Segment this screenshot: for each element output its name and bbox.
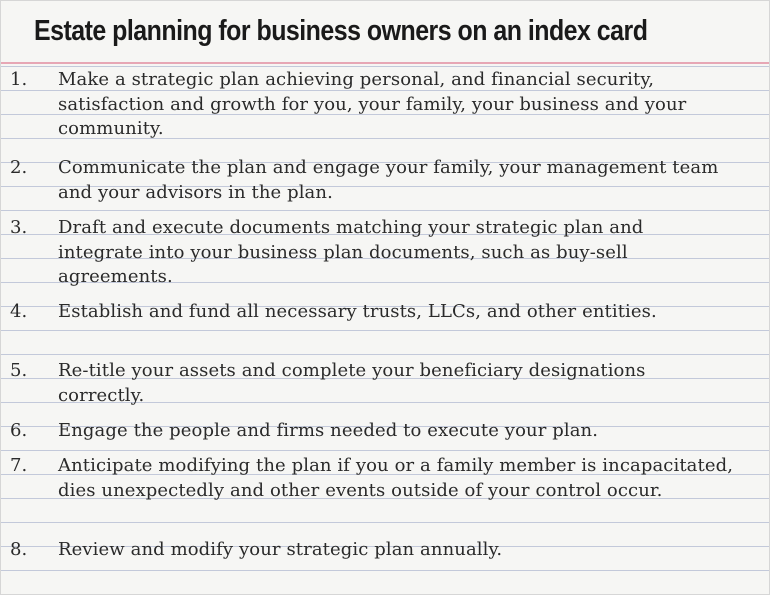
item-text: Engage the people and firms needed to execute your plan. xyxy=(58,420,599,441)
card-title: Estate planning for business owners on an index card xyxy=(34,15,648,47)
list-item xyxy=(10,359,734,408)
item-number: 2. xyxy=(10,157,28,178)
item-number: 8. xyxy=(10,539,28,560)
checklist xyxy=(1,1,770,595)
list-item xyxy=(10,68,734,142)
item-text: Establish and fund all necessary trusts, LLCs, and other entities. xyxy=(58,301,657,322)
item-number: 6. xyxy=(10,420,28,441)
list-item xyxy=(10,419,734,444)
item-number: 3. xyxy=(10,217,28,238)
item-text: Draft and execute documents matching your strategic plan and integrate into your business plan documents, such as buy-sell agreements. xyxy=(58,217,644,287)
item-number: 5. xyxy=(10,360,28,381)
list-item xyxy=(10,538,734,563)
item-text: Anticipate modifying the plan if you or a family member is incapacitated, dies unexpectedly and other events outside of your control occur. xyxy=(58,455,734,501)
item-text: Communicate the plan and engage your family, your management team and your advisors in the plan. xyxy=(58,157,719,203)
list-item xyxy=(10,300,734,325)
list-item xyxy=(10,454,734,503)
item-text: Make a strategic plan achieving personal, and financial security, satisfaction and growth for you, your family, your business and your community. xyxy=(58,69,687,139)
list-item xyxy=(10,216,734,290)
item-number: 1. xyxy=(10,69,28,90)
item-text: Review and modify your strategic plan annually. xyxy=(58,539,503,560)
item-text: Re-title your assets and complete your beneficiary designations correctly. xyxy=(58,360,646,406)
item-number: 4. xyxy=(10,301,28,322)
list-item xyxy=(10,156,734,205)
item-number: 7. xyxy=(10,455,28,476)
